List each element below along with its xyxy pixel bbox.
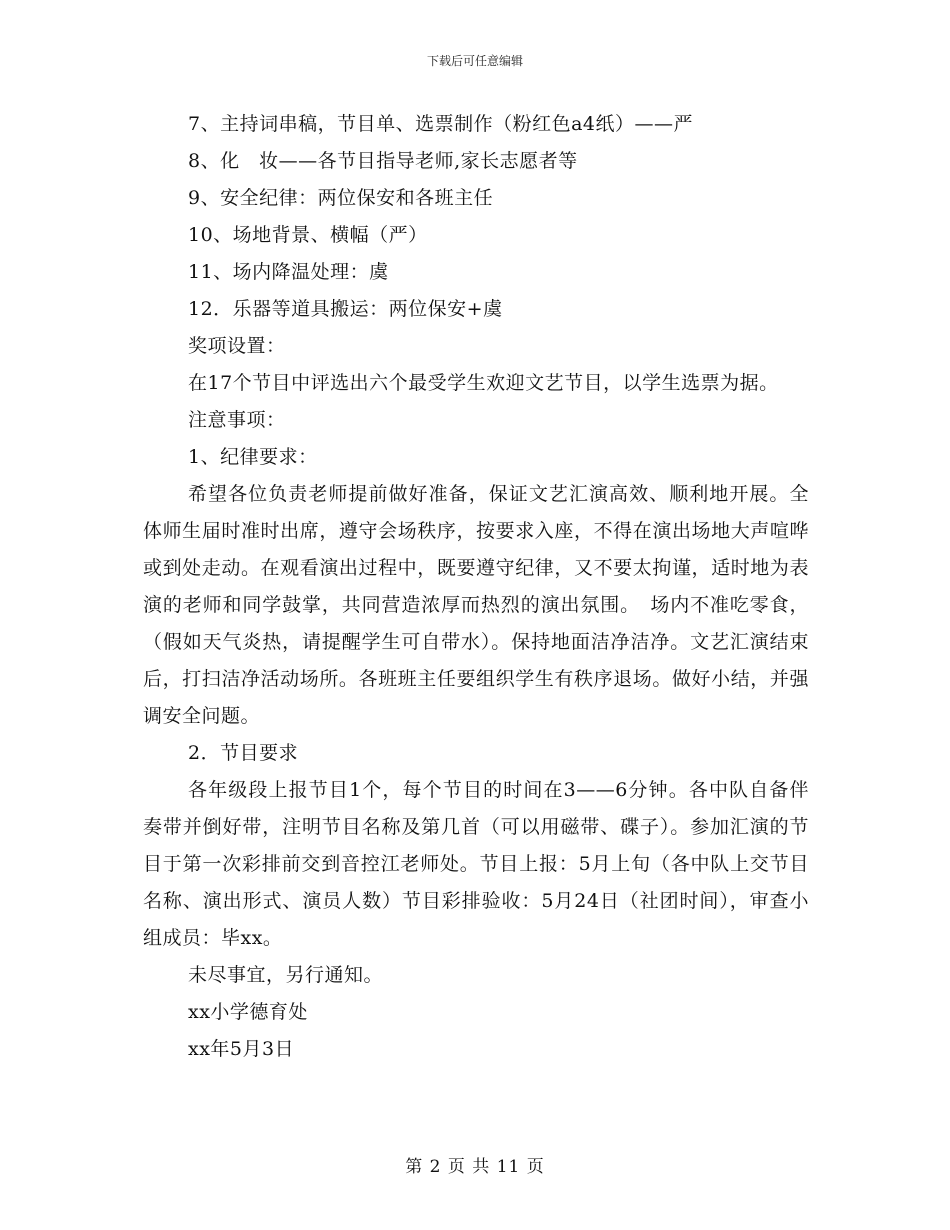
item-7: 7、主持词串稿，节目单、选票制作（粉红色a4纸）——严	[188, 113, 694, 135]
signature-date: xx年5月3日	[188, 1038, 295, 1060]
document-body	[143, 106, 809, 1068]
awards-heading: 奖项设置：	[188, 335, 286, 357]
item-11: 11、场内降温处理：虞	[188, 261, 389, 283]
item-8: 8、化 妆——各节目指导老师,家长志愿者等	[188, 150, 578, 172]
awards-paragraph: 在17个节目中评选出六个最受学生欢迎文艺节目，以学生选票为据。	[188, 372, 779, 394]
discipline-heading: 1、纪律要求：	[188, 446, 318, 468]
closing-note: 未尽事宜，另行通知。	[188, 964, 384, 986]
notes-heading: 注意事项：	[188, 409, 286, 431]
item-10: 10、场地背景、横幅（严）	[188, 224, 428, 246]
item-12: 12．乐器等道具搬运：两位保安+虞	[188, 298, 503, 320]
program-paragraph: 各年级段上报节目1个，每个节目的时间在3——6分钟。各中队自备伴奏带并倒好带，注明节目名称及第几首（可以用磁带、碟子）。参加汇演的节目于第一次彩排前交到音控江老师处。节目上报：5月上旬（各中队上交节目名称、演出形式、演员人数）节目彩排验收：5月24日（社团时间），审查小组成员：毕xx。	[143, 779, 809, 949]
program-heading: 2．节目要求	[188, 742, 299, 764]
signature-org: xx小学德育处	[188, 1001, 308, 1023]
page-header: 下载后可任意编辑	[426, 54, 523, 68]
discipline-paragraph: 希望各位负责老师提前做好准备，保证文艺汇演高效、顺利地开展。全体师生届时准时出席，遵守会场秩序，按要求入座，不得在演出场地大声喧哗或到处走动。在观看演出过程中，既要遵守纪律，又不要太拘谨，适时地为表演的老师和同学鼓掌，共同营造浓厚而热烈的演出氛围。 场内不准吃零食，（假如天气炎热，请提醒学生可自带水）。保持地面洁净洁净。文艺汇演结束后，打扫洁净活动场所。各班班主任要组织学生有秩序退场。做好小结，并强调安全问题。	[143, 483, 809, 727]
page-footer: 第 2 页 共 11 页	[405, 1157, 545, 1177]
item-9: 9、安全纪律：两位保安和各班主任	[188, 187, 494, 209]
